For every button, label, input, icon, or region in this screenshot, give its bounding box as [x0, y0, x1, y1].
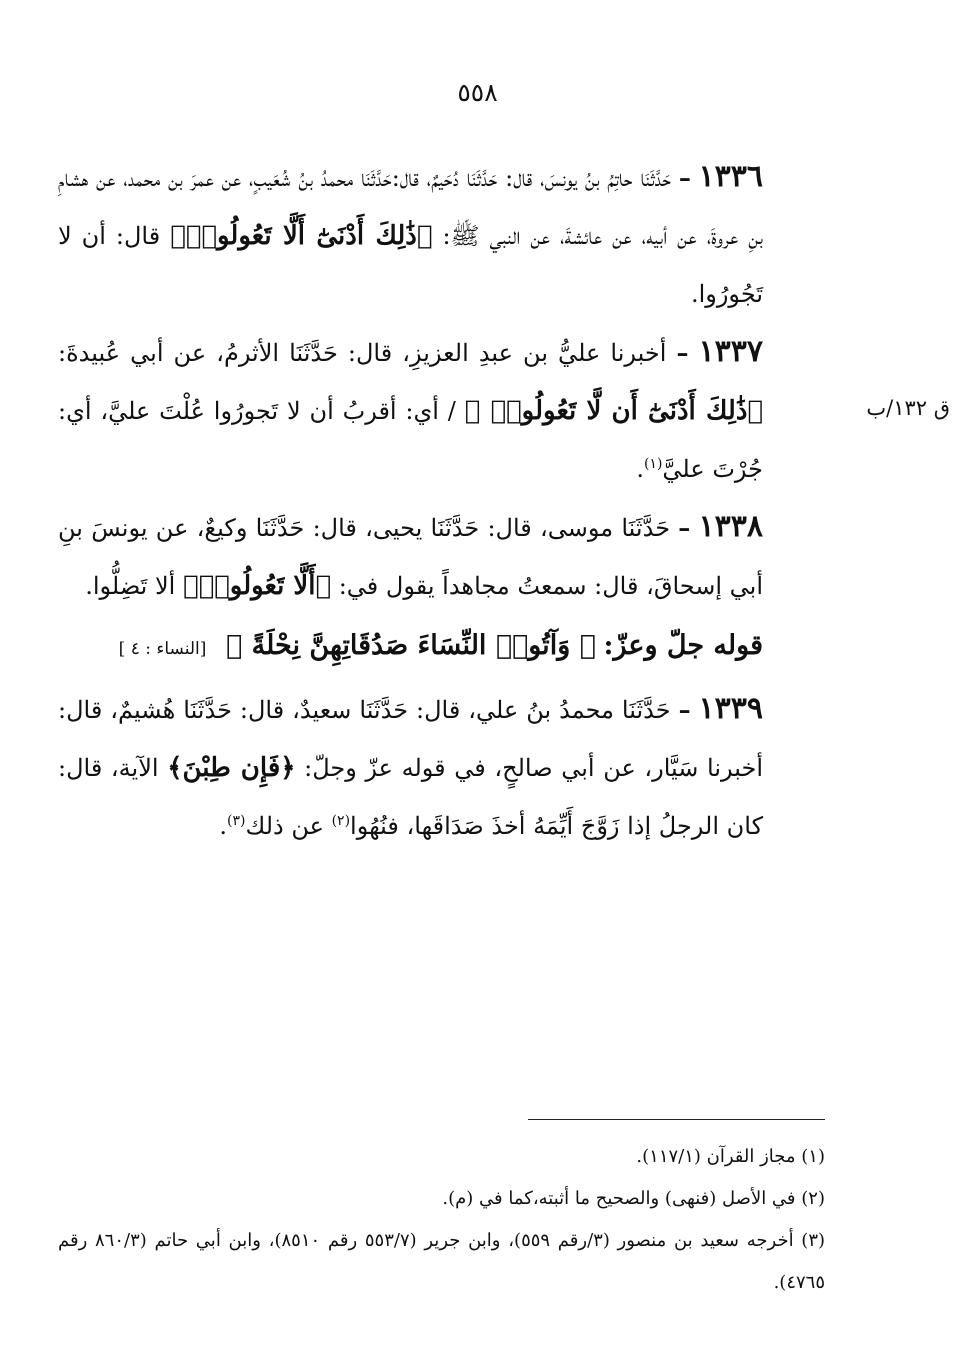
hadith-dash: –	[678, 695, 691, 724]
footnote-ref[interactable]: (٣)	[227, 813, 246, 829]
hadith-text: حَدَّثَنَا موسى، قال: حَدَّثَنَا يحيى، قال: حَدَّثَنَا وكيعٌ، عن يونسَ بنِ أبي إسحاقَ، قال: سمعتُ مجاهداً يقول في:	[58, 514, 763, 600]
hadith-number: ١٣٣٩	[698, 691, 763, 726]
hadith-text: حَدَّثَنَا محمدُ بنُ علي، قال: حَدَّثَنَا سعيدٌ، قال: حَدَّثَنَا هُشيمٌ، قال: أخبرنا سَيَّار، عن أبي صالحٍ، في قوله عزّ وجلّ:	[58, 696, 763, 782]
hadith-text: الآية، قال: كان الرجلُ إذا زَوَّجَ أَيِّمَهُ أخذَ صَدَاقَها، فنُهُوا	[58, 754, 763, 840]
hadith-text: قال: أن لا تَجُورُوا.	[58, 222, 763, 308]
heading-verse: ﴿ وَآتُوا۟ النِّسَاءَ صَدُقَاتِهِنَّ نِحْلَةً ﴾	[226, 630, 596, 661]
footnote-3: (٣) أخرجه سعيد بن منصور (٣/رقم ٥٥٩)، وابن جرير (٥٥٣/٧ رقم ٨٥١٠)، وابن أبي حاتم (٨٦٠/٣ رقم ٤٧٦٥).	[58, 1230, 826, 1293]
hadith-dash: –	[678, 163, 691, 192]
page-number: ٥٥٨	[457, 78, 498, 107]
hadith-text: عن ذلك	[245, 812, 324, 840]
hadith-number: ١٣٣٨	[698, 509, 763, 544]
hadith-text: .	[636, 455, 644, 483]
margin-note: ق ١٣٢/ب	[866, 396, 950, 420]
heading-lead: قوله جلّ وعزّ:	[603, 630, 763, 661]
footnote-2: (٢) في الأصل (فنهى) والصحيح ما أثبته،كما في (م).	[442, 1188, 825, 1209]
main-text	[58, 148, 763, 855]
footnote-ref[interactable]: (١)	[643, 456, 663, 472]
quran-verse: ﴿ذَٰلِكَ أَدْنَىٰٓ أَن لَّا تَعُولُوا۟ ﴾	[464, 396, 763, 426]
hadith-dash: –	[678, 513, 691, 542]
hadith-text: / أي: أقربُ أن لا تَجورُوا عُلْتَ عليَّ، أي: جُرْتَ عليَّ	[58, 397, 763, 483]
footnote-1: (١) مجاز القرآن (١١٧/١).	[636, 1146, 825, 1167]
hadith-text: .	[219, 812, 227, 840]
hadith-1338	[58, 498, 763, 615]
quran-verse: ﴿فَإِن طِبْنَ﴾	[167, 753, 296, 783]
hadith-number: ١٣٣٧	[698, 334, 763, 369]
hadith-number: ١٣٣٦	[698, 159, 763, 194]
footnote-ref[interactable]: (٢)	[331, 813, 351, 829]
hadith-dash: –	[676, 338, 689, 367]
section-heading	[58, 615, 763, 680]
hadith-text: ألا تَضِلُّوا.	[85, 572, 176, 600]
footnote-divider	[528, 1119, 825, 1120]
quran-verse: ﴿ذَٰلِكَ أَدْنَىٰٓ أَلَّا تَعُولُوا۟﴾	[170, 221, 433, 251]
footnotes	[58, 1136, 825, 1304]
hadith-1337	[58, 323, 763, 498]
hadith-text: أخبرنا عليُّ بن عبدِ العزيزِ، قال: حَدَّثَنَا الأثرمُ، عن أبي عُبيدةَ:	[58, 339, 667, 367]
hadith-text: حَدَّثَنَا حاتِمُ بنُ يونسَ، قال: حَدَّثَنَا دُحَيمٌ، قال:حَدَّثَنَا محمدُ بنُ شُعَيبٍ، عن عمرَ بن محمد، عن هشامِ بنِ عروةَ، عن أبيه، عن عائشةَ، عن النبي ﷺ:	[58, 164, 764, 250]
hadith-1336	[58, 148, 763, 323]
quran-verse: ﴿أَلَّا تَعُولُوا۟﴾	[182, 571, 332, 601]
verse-reference: [النساء : ٤ ]	[118, 639, 207, 659]
hadith-1339	[58, 680, 763, 855]
